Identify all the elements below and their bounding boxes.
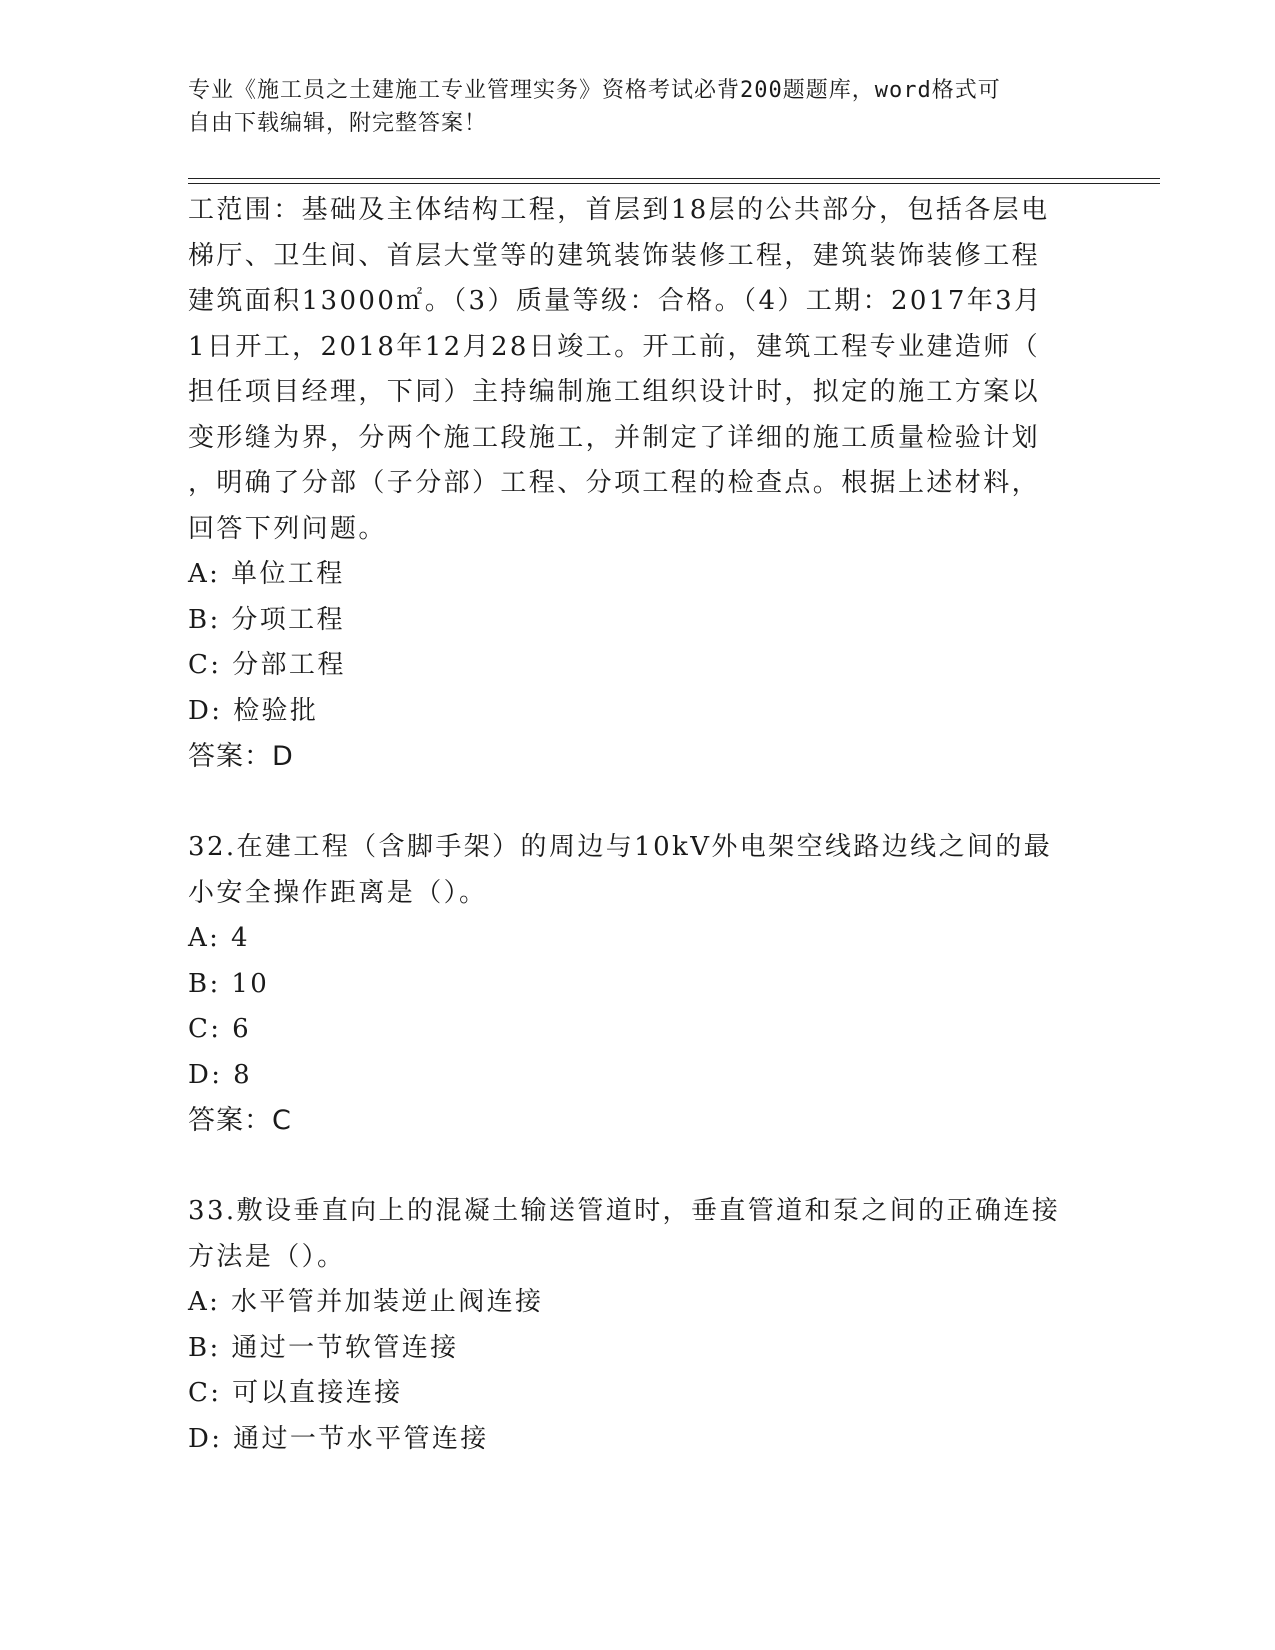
header-divider-secondary xyxy=(188,183,1160,184)
option-c: C: 分部工程 xyxy=(188,650,346,680)
option-c: C: 可以直接连接 xyxy=(188,1378,403,1408)
answer-label: 答案：C xyxy=(188,1105,292,1136)
option-a: A: 水平管并加装逆止阀连接 xyxy=(188,1287,544,1317)
page-header xyxy=(188,74,1088,140)
question-stem-line: ，明确了分部（子分部）工程、分项工程的检查点。根据上述材料， xyxy=(188,468,1041,498)
spacer xyxy=(188,1144,1168,1190)
option-d: D: 通过一节水平管连接 xyxy=(188,1423,489,1454)
header-line-2: 自由下载编辑，附完整答案！ xyxy=(188,111,488,136)
option-b: B: 10 xyxy=(188,968,270,999)
question-stem-line: 建筑面积13000㎡。（3）质量等级：合格。（4）工期：2017年3月 xyxy=(188,286,1043,316)
question-stem-line: 32.在建工程（含脚手架）的周边与10kV外电架空线路边线之间的最 xyxy=(188,832,1053,862)
document-body xyxy=(188,188,1168,1462)
answer-label: 答案：D xyxy=(188,741,294,772)
question-stem-line: 1日开工，2018年12月28日竣工。开工前，建筑工程专业建造师（ xyxy=(188,331,1041,362)
option-b: B: 通过一节软管连接 xyxy=(188,1332,459,1363)
question-32 xyxy=(188,825,1168,1144)
question-stem-line: 方法是（）。 xyxy=(188,1241,346,1272)
question-31 xyxy=(188,188,1168,780)
option-d: D: 8 xyxy=(188,1059,253,1090)
option-c: C: 6 xyxy=(188,1014,252,1044)
question-stem-line: 担任项目经理，下同）主持编制施工组织设计时，拟定的施工方案以 xyxy=(188,377,1041,407)
option-a: A: 4 xyxy=(188,923,250,953)
question-stem-line: 变形缝为界，分两个施工段施工，并制定了详细的施工质量检验计划 xyxy=(188,422,1041,453)
option-a: A: 单位工程 xyxy=(188,559,345,589)
spacer xyxy=(188,780,1168,826)
option-b: B: 分项工程 xyxy=(188,604,345,635)
option-d: D: 检验批 xyxy=(188,695,319,726)
question-stem-line: 工范围：基础及主体结构工程，首层到18层的公共部分，包括各层电 xyxy=(188,195,1050,225)
header-line-1: 专业《施工员之土建施工专业管理实务》资格考试必背200题题库，word格式可 xyxy=(188,78,1001,103)
question-stem-line: 回答下列问题。 xyxy=(188,513,387,544)
question-stem-line: 小安全操作距离是（）。 xyxy=(188,877,488,908)
question-stem-line: 33.敷设垂直向上的混凝土输送管道时，垂直管道和泵之间的正确连接 xyxy=(188,1196,1061,1226)
question-stem-line: 梯厅、卫生间、首层大堂等的建筑装饰装修工程，建筑装饰装修工程 xyxy=(188,240,1041,271)
header-divider xyxy=(188,178,1160,179)
question-33 xyxy=(188,1189,1168,1462)
